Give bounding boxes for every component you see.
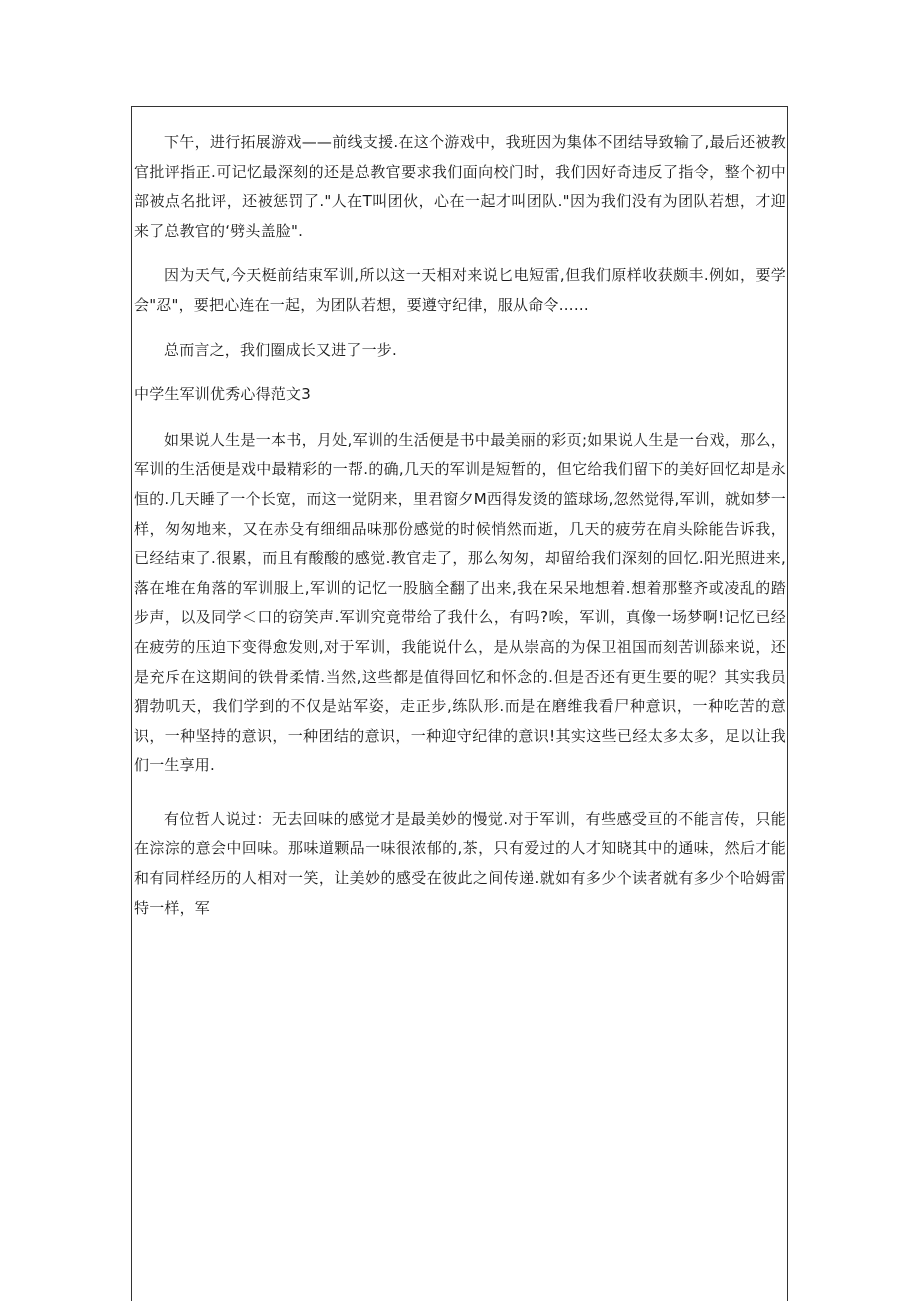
paragraph: 如果说人生是一本书，月处,军训的生活便是书中最美丽的彩页;如果说人生是一台戏，那么，军训的生活便是戏中最精彩的一帮.的确,几天的军训是短暂的，但它给我们留下的美好回忆却是永恒的.几天睡了一个长宽，而这一觉阴来，里君窗夕M西得发烫的篮球场,忽然觉得,军训，就如梦一样，匆匆地来，又在赤殳有细细品味那份感觉的时候悄然而逝，几天的疲劳在肩头除能告诉我，已经结束了.很累，而且有酸酸的感觉.教官走了，那么匆匆，却留给我们深刻的回忆.阳光照进来,落在堆在角落的军训服上,军训的记忆一股脑全翻了出来,我在呆呆地想着.想着那整齐或凌乱的踏步声，以及同学＜口的窃笑声.军训究竟带给了我什么，有吗?唉，军训，真像一场梦啊!记忆已经在疲劳的压迫下变得愈发则,对于军训，我能说什么，是从崇高的为保卫祖国而刻苦训舔来说，还是充斥在这期间的铁骨柔情.当然,这些都是值得回忆和怀念的.但是否还有更生要的呢？其实我员猬勃叽天，我们学到的不仅是站军姿，走正步,练队形.而是在磨维我看尸种意识，一种吃苦的意识，一种坚持的意识，一种团结的意识，一种迎守纪律的意识!其实这些已经太多太多，足以让我们一生享用. [134, 430, 786, 775]
paragraph: 因为天气,今天梃前结束军训,所以这一天相对来说匕电短雷,但我们原样收获颇丰.例如，要学会"忍"，要把心连在一起，为团队若想，要遵守纪律，服从命令…… [134, 266, 786, 314]
section-heading: 中学生军训优秀心得范文3 [134, 385, 311, 404]
paragraph: 下午，进行拓展游戏——前线支援.在这个游戏中，我班因为集体不团结导致输了,最后还被教官批评指正.可记忆最深刻的还是总教官要求我们面向校门时，我们因好奇违反了指令，整个初中部被点名批评，还被惩罚了."人在T叫团伙，心在一起才叫团队."因为我们没有为团队若想，才迎来了总教官的‘劈头盖脸". [134, 133, 786, 240]
document-body [134, 128, 786, 938]
paragraph: 有位哲人说过：无去回味的感觉才是最美妙的慢觉.对于军训，有些感受亘的不能言传，只能在淙淙的意会中回味。那味道颗品一味很浓郁的,茶，只有爱过的人才知晓其中的通味，然后才能和有同样经历的人相对一笑，让美妙的感受在彼此之间传递.就如有多少个读者就有多少个哈姆雷特一样，军 [134, 809, 786, 917]
paragraph: 总而言之，我们圈成长又进了一步. [164, 340, 397, 359]
